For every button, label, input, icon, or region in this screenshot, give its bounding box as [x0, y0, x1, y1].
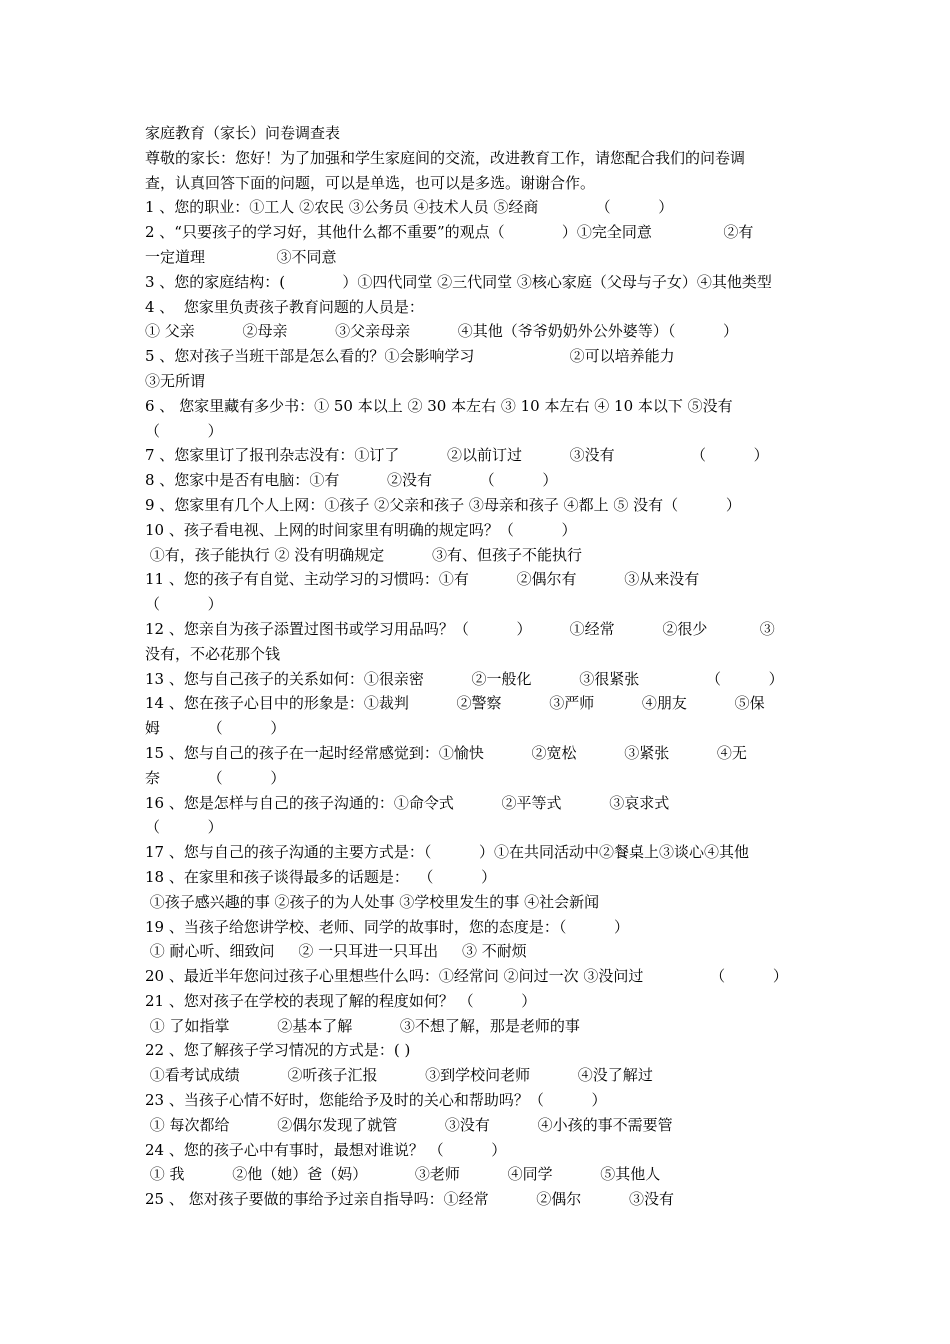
questionnaire-page	[145, 121, 815, 1212]
text-line: 18 、在家里和孩子谈得最多的话题是： （ ）	[145, 867, 497, 886]
text-line: （ ）	[145, 421, 223, 440]
text-line: ① 父亲 ②母亲 ③父亲母亲 ④其他（爷爷奶奶外公外婆等）（ ）	[145, 322, 738, 341]
text-line: ③无所谓	[145, 371, 206, 390]
questionnaire-body	[145, 146, 815, 1212]
text-line: 21 、您对孩子在学校的表现了解的程度如何？ （ ）	[145, 991, 537, 1010]
document-title: 家庭教育（家长）问卷调查表	[145, 124, 341, 142]
text-line: 19 、当孩子给您讲学校、老师、同学的故事时，您的态度是：（ ）	[145, 917, 630, 936]
text-line: 20 、最近半年您问过孩子心里想些什么吗：①经常问 ②问过一次 ③没问过 （ ）	[145, 967, 788, 986]
text-line: 奈 （ ）	[145, 768, 286, 787]
text-line: 查，认真回答下面的问题，可以是单选，也可以是多选。谢谢合作。	[145, 173, 596, 192]
text-line: 16 、您是怎样与自己的孩子沟通的：①命令式 ②平等式 ③哀求式	[145, 793, 670, 812]
text-line: ① 我 ②他（她）爸（妈） ③老师 ④同学 ⑤其他人	[145, 1165, 661, 1184]
text-line: 2 、“只要孩子的学习好，其他什么都不重要”的观点（ ）①完全同意 ②有	[145, 223, 754, 242]
text-line: 6 、 您家里藏有多少书：① 50 本以上 ② 30 本左右 ③ 10 本左右 ④ 10 本以下 ⑤没有	[145, 396, 733, 415]
text-line: 17 、您与自己的孩子沟通的主要方式是：（ ）①在共同活动中②餐桌上③谈心④其他	[145, 843, 750, 862]
text-line: ①有，孩子能执行 ② 没有明确规定 ③有、但孩子不能执行	[145, 545, 582, 564]
text-line: （ ）	[145, 818, 223, 837]
text-line: ①孩子感兴趣的事 ②孩子的为人处事 ③学校里发生的事 ④社会新闻	[145, 892, 600, 911]
text-line: 姆 （ ）	[145, 719, 286, 738]
text-line: 12 、您亲自为孩子添置过图书或学习用品吗？（ ） ①经常 ②很少 ③	[145, 619, 775, 638]
text-line: 14 、您在孩子心目中的形象是：①裁判 ②警察 ③严师 ④朋友 ⑤保	[145, 694, 765, 713]
text-line: ①看考试成绩 ②听孩子汇报 ③到学校问老师 ④没了解过	[145, 1066, 653, 1085]
text-line: 15 、您与自己的孩子在一起时经常感觉到：①愉快 ②宽松 ③紧张 ④无	[145, 743, 747, 762]
text-line: ① 每次都给 ②偶尔发现了就管 ③没有 ④小孩的事不需要管	[145, 1115, 673, 1134]
text-line: 9 、您家里有几个人上网：①孩子 ②父亲和孩子 ③母亲和孩子 ④都上 ⑤ 没有（ ）	[145, 495, 741, 514]
text-line: 尊敬的家长：您好！为了加强和学生家庭间的交流，改进教育工作，请您配合我们的问卷调	[145, 148, 746, 167]
text-line: 8 、您家中是否有电脑：①有 ②没有 （ ）	[145, 471, 558, 490]
text-line: 一定道理 ③不同意	[145, 247, 337, 266]
text-line: 22 、您了解孩子学习情况的方式是：( )	[145, 1041, 411, 1060]
text-line: 1 、您的职业：①工人 ②农民 ③公务员 ④技术人员 ⑤经商 （ ）	[145, 198, 674, 217]
text-line: 7 、您家里订了报刊杂志没有：①订了 ②以前订过 ③没有 （ ）	[145, 446, 769, 465]
text-line: 5 、您对孩子当班干部是怎么看的？①会影响学习 ②可以培养能力	[145, 347, 675, 366]
text-line: （ ）	[145, 595, 223, 614]
text-line: 3 、您的家庭结构：( ）①四代同堂 ②三代同堂 ③核心家庭（父母与子女）④其他类型	[145, 272, 772, 291]
text-line: 25 、 您对孩子要做的事给予过亲自指导吗：①经常 ②偶尔 ③没有	[145, 1190, 674, 1209]
text-line: 11 、您的孩子有自觉、主动学习的习惯吗：①有 ②偶尔有 ③从来没有	[145, 570, 700, 589]
text-line: ① 耐心听、细致问 ② 一只耳进一只耳出 ③ 不耐烦	[145, 942, 527, 961]
text-line: 没有，不必花那个钱	[145, 644, 281, 663]
text-line: 10 、孩子看电视、上网的时间家里有明确的规定吗？（ ）	[145, 520, 577, 539]
text-line: 24 、您的孩子心中有事时，最想对谁说？ （ ）	[145, 1140, 507, 1159]
text-line: 23 、当孩子心情不好时，您能给予及时的关心和帮助吗？（ ）	[145, 1091, 607, 1110]
text-line: 13 、您与自己孩子的关系如何：①很亲密 ②一般化 ③很紧张 （ ）	[145, 669, 784, 688]
text-line: 4 、 您家里负责孩子教育问题的人员是：	[145, 297, 424, 316]
text-line: ① 了如指掌 ②基本了解 ③不想了解，那是老师的事	[145, 1016, 580, 1035]
